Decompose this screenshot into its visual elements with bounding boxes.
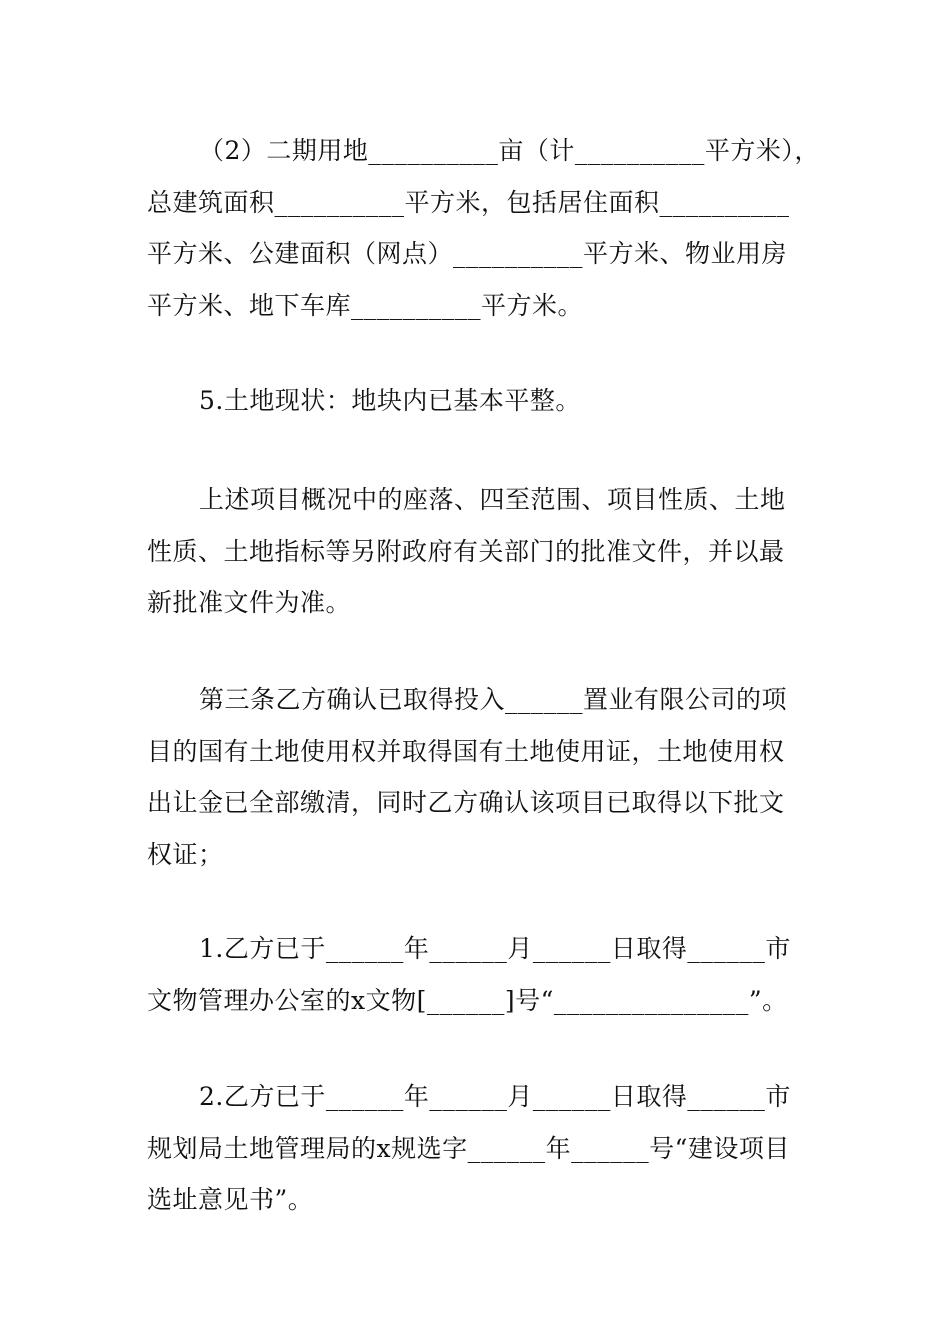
text-line: （2）二期用地__________亩（计__________平方米），	[199, 136, 820, 165]
text-line: 出让金已全部缴清，同时乙方确认该项目已取得以下批文	[147, 788, 785, 817]
text-line: 总建筑面积__________平方米，包括居住面积__________	[147, 187, 790, 217]
text-line: 第三条乙方确认已取得投入______置业有限公司的项	[199, 685, 788, 714]
paragraph-article-three	[147, 674, 827, 880]
text-line: 目的国有土地使用权并取得国有土地使用证，土地使用权	[147, 736, 785, 766]
paragraph-item-two	[147, 1071, 827, 1226]
text-line: 5.土地现状：地块内已基本平整。	[199, 386, 581, 415]
text-line: 平方米、公建面积（网点）__________平方米、物业用房	[147, 239, 788, 268]
text-line: 1.乙方已于______年______月______日取得______市	[199, 934, 791, 963]
text-line: 2.乙方已于______年______月______日取得______市	[199, 1082, 791, 1111]
paragraph-phase-two-land	[147, 125, 827, 331]
text-line: 选址意见书”。	[147, 1185, 314, 1214]
text-line: 权证；	[147, 839, 224, 869]
text-line: 规划局土地管理局的x规选字______年______号“建设项目	[147, 1133, 790, 1163]
paragraph-land-status	[147, 375, 827, 427]
text-line: 上述项目概况中的座落、四至范围、项目性质、土地	[199, 485, 786, 514]
text-line: 平方米、地下车库__________平方米。	[147, 290, 584, 320]
text-line: 性质、土地指标等另附政府有关部门的批准文件，并以最	[147, 536, 785, 566]
paragraph-project-overview-note	[147, 474, 827, 629]
text-line: 新批准文件为准。	[147, 588, 352, 617]
paragraph-item-one	[147, 923, 827, 1026]
text-line: 文物管理办公室的x文物[______]号“_______________”。	[147, 985, 788, 1015]
